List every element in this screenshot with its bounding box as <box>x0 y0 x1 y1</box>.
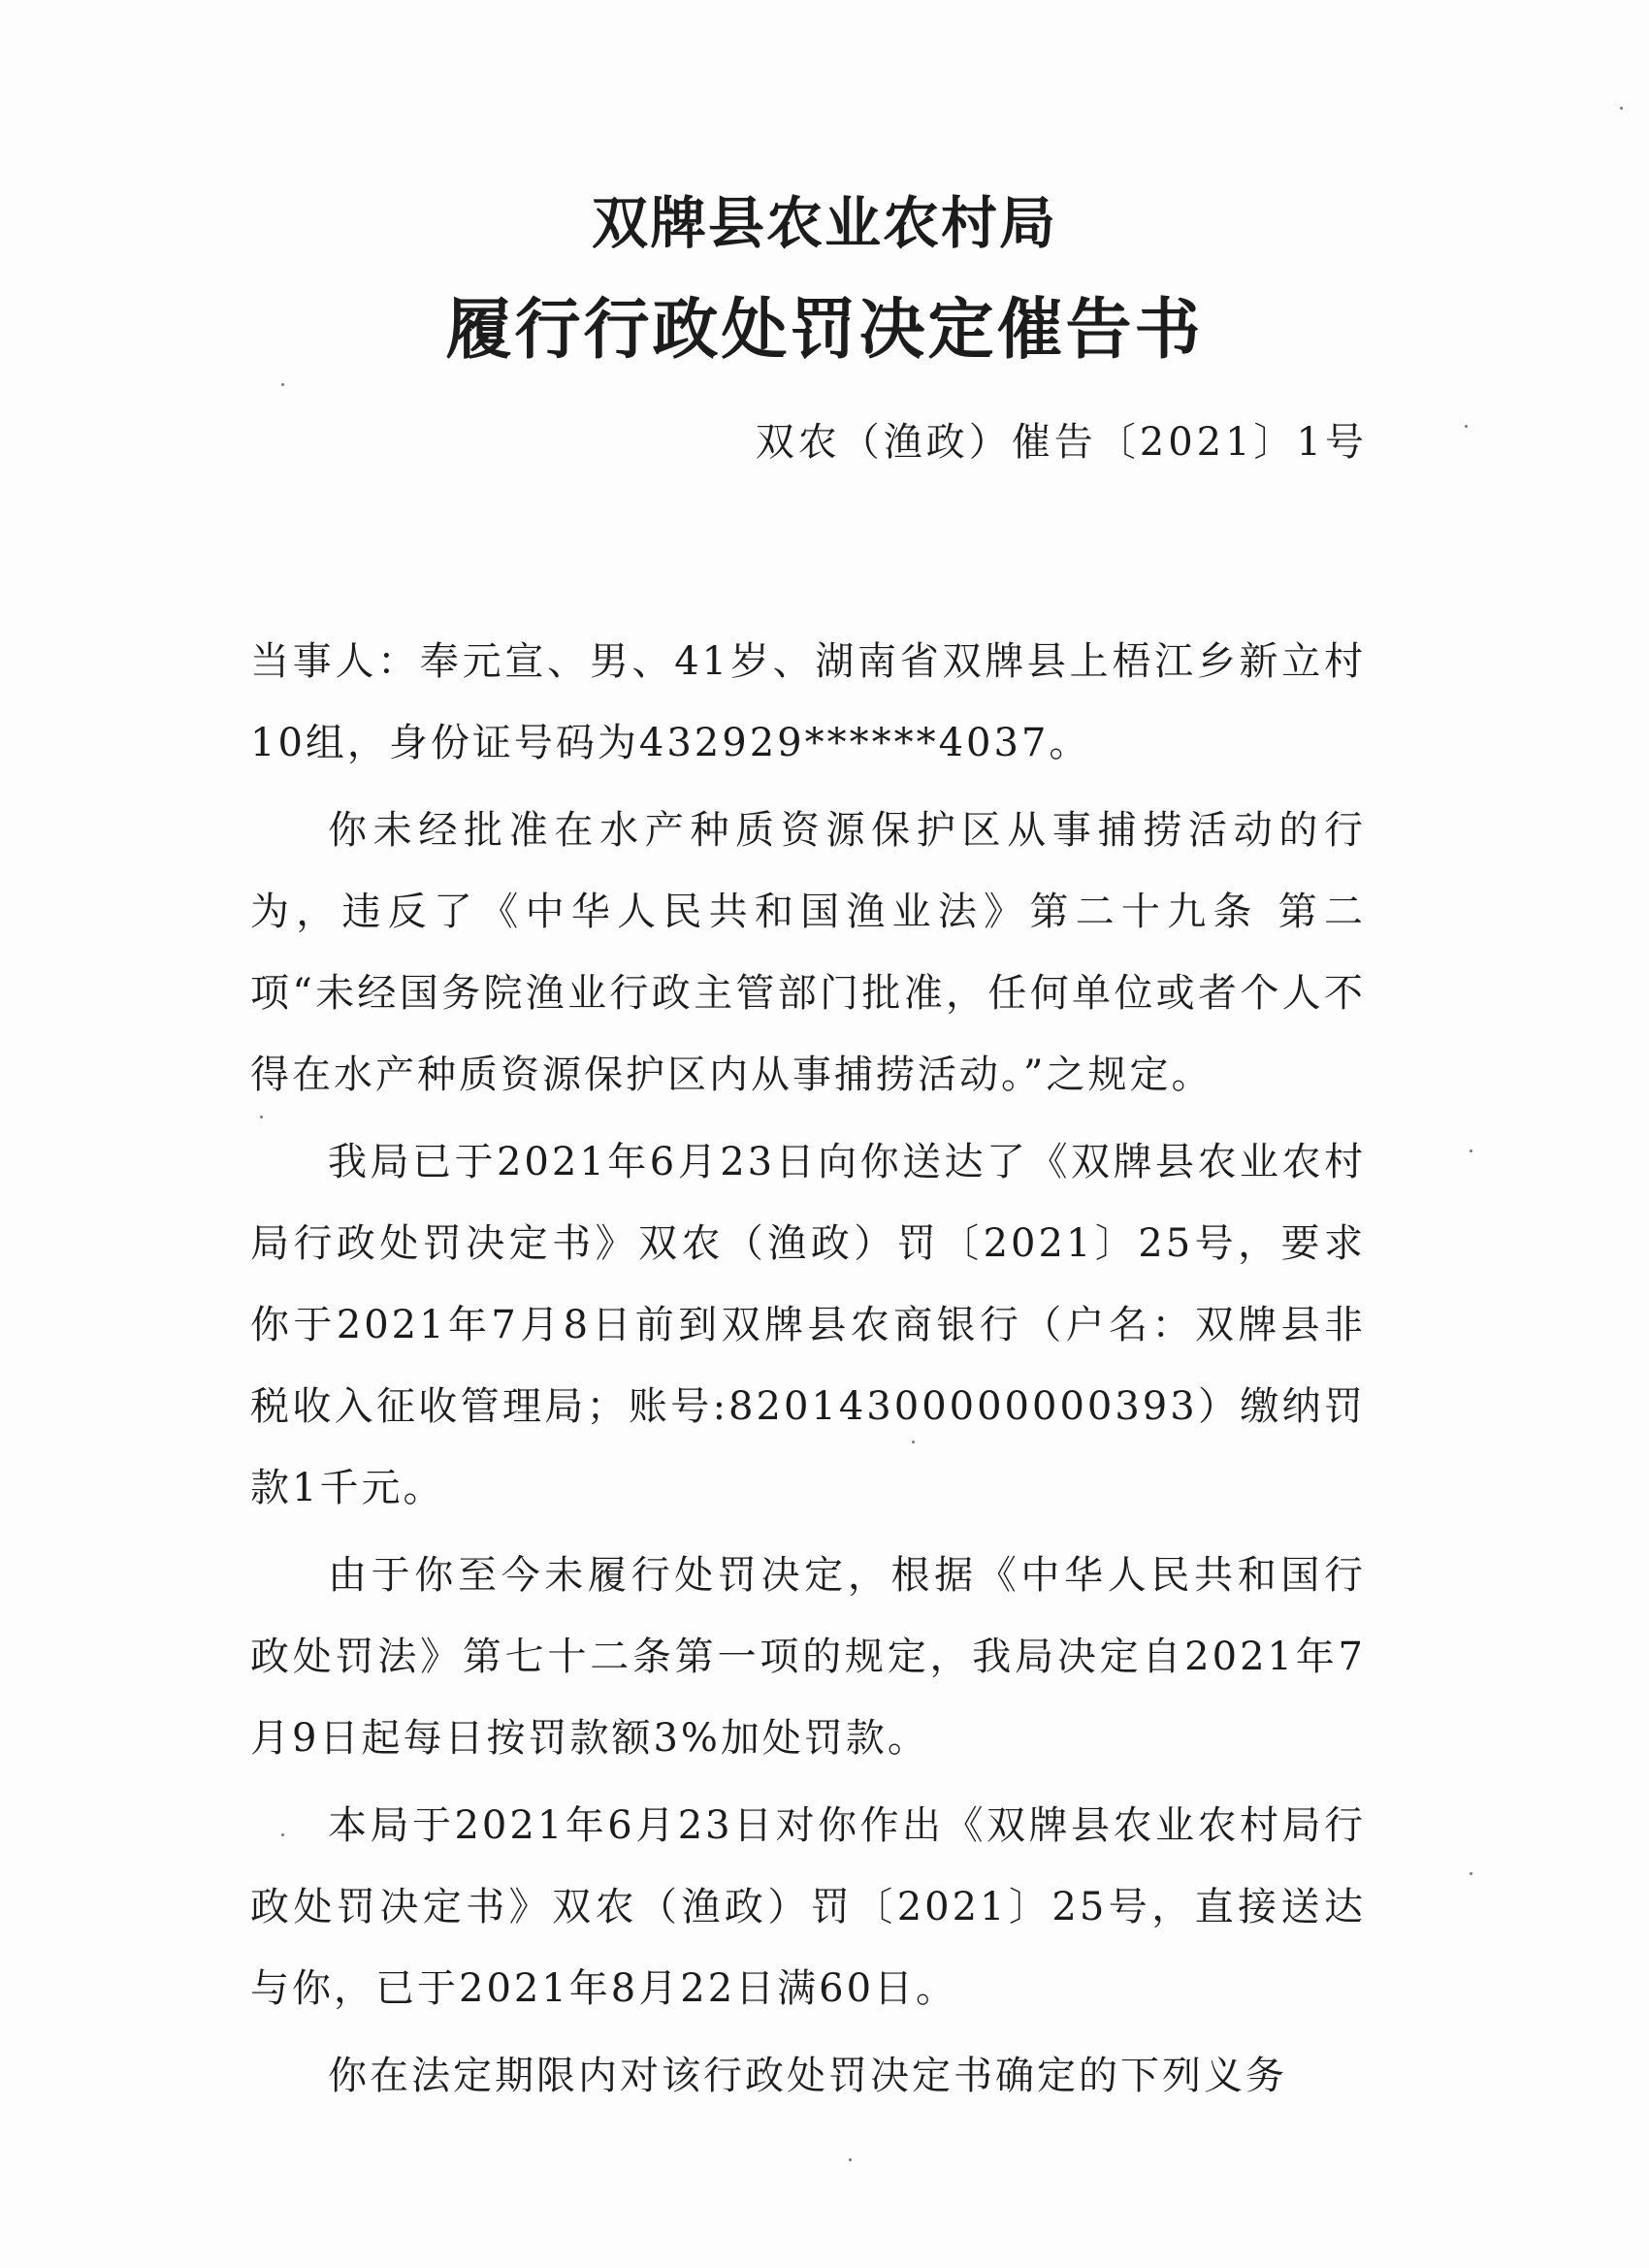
issuing-organization: 双牌县农业农村局 <box>591 190 1057 256</box>
scan-speck <box>281 1833 284 1836</box>
service-paragraph: 本局于2021年6月23日对你作出《双牌县农业农村局行政处罚决定书》双农（渔政）罚〔2021〕25号，直接送达与你，已于2021年8月22日满60日。 <box>250 1803 1366 2011</box>
additional-penalty-paragraph: 由于你至今未履行处罚决定，根据《中华人民共和国行政处罚法》第七十二条第一项的规定，我局决定自2021年7月9日起每日按罚款额3%加处罚款。 <box>250 1553 1366 1761</box>
scan-speck <box>1470 1150 1472 1152</box>
penalty-notice-paragraph: 我局已于2021年6月23日向你送达了《双牌县农业农村局行政处罚决定书》双农（渔政）罚〔2021〕25号，要求你于2021年7月8日前到双牌县农商银行（户名：双牌县非税收入征收管理局；账号:82014300000000393）缴纳罚款1千元。 <box>250 1140 1366 1510</box>
document-number: 双农（渔政）催告〔2021〕1号 <box>755 420 1368 465</box>
scan-speck <box>1470 1872 1472 1875</box>
obligation-paragraph: 你在法定期限内对该行政处罚决定书确定的下列义务 <box>328 2054 1287 2098</box>
party-info-paragraph: 当事人：奉元宣、男、41岁、湖南省双牌县上梧江乡新立村10组，身份证号码为432929******4037。 <box>250 639 1366 765</box>
document-body <box>250 621 1366 2122</box>
scan-speck <box>912 1441 915 1443</box>
scan-speck <box>1620 107 1623 110</box>
scan-speck <box>849 2158 852 2161</box>
scan-speck <box>260 1116 263 1118</box>
violation-paragraph: 你未经批准在水产种质资源保护区从事捕捞活动的行为，违反了《中华人民共和国渔业法》第二十九条 第二项“未经国务院渔业行政主管部门批准，任何单位或者个人不得在水产种质资源保护区内从事捕捞活动。”之规定。 <box>250 808 1366 1097</box>
scan-speck <box>281 383 284 386</box>
scan-speck <box>1465 425 1468 428</box>
document-title: 履行行政处罚决定催告书 <box>445 291 1204 369</box>
